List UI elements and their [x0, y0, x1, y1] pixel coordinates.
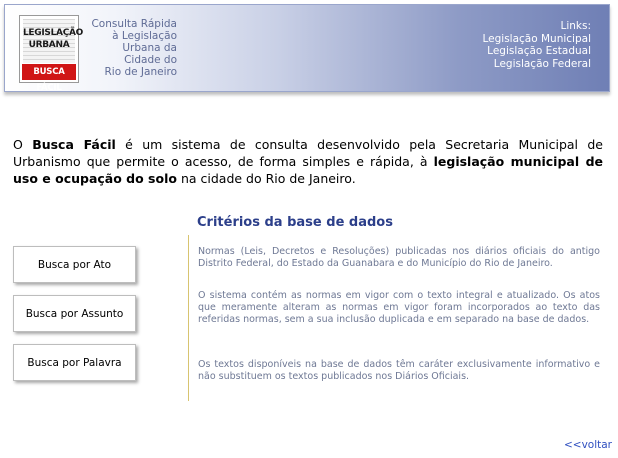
criteria-paragraph: Normas (Leis, Decretos e Resoluções) publicadas nos diários oficiais do antigo Distrito Federal, do Estado da Guanabara e do Município do Rio de Janeiro.	[198, 246, 600, 269]
links-label: Links:	[560, 20, 591, 32]
intro-highlight: legislação municipal de uso e ocupação do solo	[13, 154, 603, 186]
voltar-link[interactable]: <<voltar	[563, 439, 612, 451]
header-banner	[4, 4, 610, 92]
criteria-divider	[188, 235, 189, 401]
link-legislacao-estadual[interactable]: Legislação Estadual	[487, 45, 591, 57]
link-legislacao-municipal[interactable]: Legislação Municipal	[482, 32, 591, 45]
tagline-line: Cidade do	[124, 54, 177, 66]
tagline-line: Consulta Rápida	[91, 18, 177, 30]
tagline-line: Urbana da	[122, 42, 177, 54]
busca-facil-logo[interactable]	[19, 15, 84, 93]
busca-por-ato-button[interactable]: Busca por Ato	[13, 246, 136, 283]
logo-busca-facil-bar: BUSCA FÁCIL	[22, 64, 76, 80]
intro-text: na cidade do Rio de Janeiro.	[176, 171, 356, 186]
intro-text: O	[13, 137, 33, 152]
external-links	[483, 20, 592, 70]
link-legislacao-federal[interactable]: Legislação Federal	[493, 57, 591, 70]
intro-text: é um sistema de consulta desenvolvido pela Secretaria Municipal de Urbanismo que permite o acesso, de forma simples e rápida, à	[13, 137, 603, 169]
criteria-paragraph: O sistema contém as normas em vigor com o texto integral e atualizado. Os atos que meramente alteram as normas em vigor foram incorporados ao texto das referidas normas, sem a sua inclusão duplicada e em separado na base de dados.	[198, 290, 600, 325]
intro-paragraph	[13, 136, 603, 187]
site-tagline	[85, 18, 177, 78]
busca-por-assunto-button[interactable]: Busca por Assunto	[13, 295, 136, 332]
busca-por-palavra-button[interactable]: Busca por Palavra	[13, 344, 136, 381]
tagline-line: à Legislação	[112, 30, 177, 42]
criteria-paragraph: Os textos disponíveis na base de dados têm caráter exclusivamente informativo e não substituem os textos publicados nos Diários Oficiais.	[198, 359, 600, 382]
criteria-title: Critérios da base de dados	[197, 215, 393, 230]
intro-brand: Busca Fácil	[32, 137, 116, 152]
logo-word-legislacao: LEGISLAÇÃO	[23, 28, 84, 38]
tagline-line: Rio de Janeiro	[104, 66, 177, 78]
logo-word-urbana: URBANA	[28, 40, 70, 50]
